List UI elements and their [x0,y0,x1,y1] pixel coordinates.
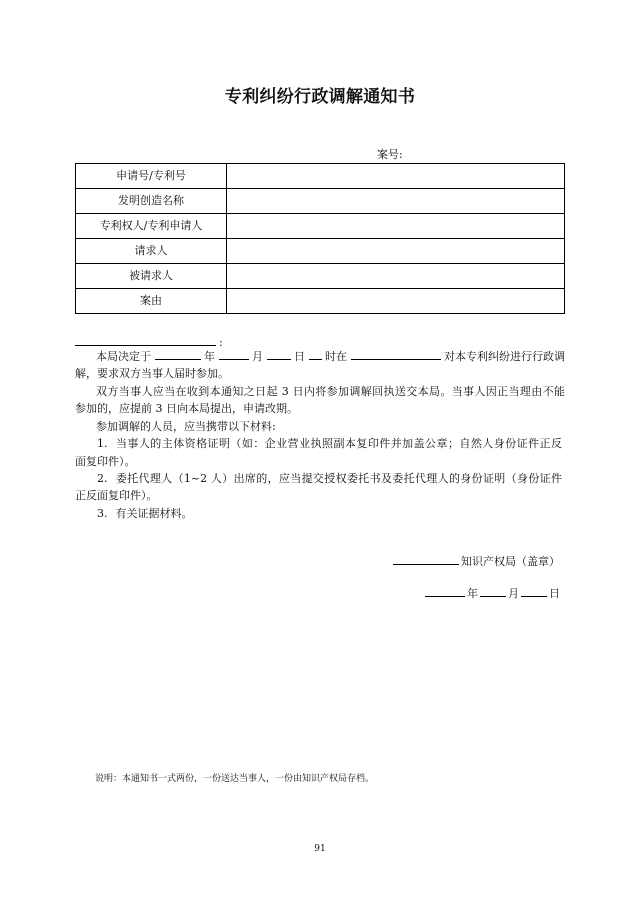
row-label-cause: 案由 [76,289,227,314]
row-value-requester [227,239,565,264]
material-item-1-continued: 面复印件）。 [75,455,136,468]
decision-day-blank [267,349,291,360]
row-label-application-number: 申请号/专利号 [76,164,227,189]
row-value-invention-name [227,189,565,214]
date-day-blank [521,586,547,597]
reply-text-b: 参加的，应提前 3 日向本局提出，申请改期。 [75,402,298,415]
office-seal-label: 知识产权局（盖章） [461,555,560,568]
row-label-patentee: 专利权人/专利申请人 [76,214,227,239]
office-name-blank [393,554,459,565]
decision-year-label: 年 [204,350,215,363]
material-item-3 [97,506,193,522]
addressee-blank [75,335,216,346]
table-row [76,289,565,314]
row-value-cause [227,289,565,314]
row-value-respondent [227,264,565,289]
decision-day-label: 日 [294,350,305,363]
footnote: 说明：本通知书一式两份，一份送达当事人，一份由知识产权局存档。 [95,774,375,784]
material-text: 当事人的主体资格证明（如：企业营业执照副本复印件并加盖公章；自然人身份证件正反 [115,437,562,450]
case-info-table [75,163,565,314]
date-day-label: 日 [549,587,560,600]
material-number: 3. [97,507,108,520]
page-number: 91 [314,844,326,854]
decision-hour-blank [309,349,322,360]
material-item-2-continued: 正反面复印件）。 [75,489,158,502]
reply-text-a: 双方当事人应当在收到本通知之日起 3 日内将参加调解回执送交本局。当事人因正当理由不能 [96,385,565,398]
decision-place-blank [351,349,441,360]
row-label-invention-name: 发明创造名称 [76,189,227,214]
row-value-patentee [227,214,565,239]
decision-month-blank [219,349,249,360]
material-number: 2. [97,472,108,485]
material-number: 1. [97,437,108,450]
material-text: 委托代理人（1~2 人）出席的，应当提交授权委托书及委托代理人的身份证明（身份证件 [115,472,562,485]
decision-month-label: 月 [252,350,263,363]
table-row [76,239,565,264]
decision-year-blank [155,349,201,360]
row-label-requester: 请求人 [76,239,227,264]
date-year-label: 年 [467,587,478,600]
table-row [76,189,565,214]
table-row [76,264,565,289]
material-item-1 [97,436,562,452]
date-month-blank [480,586,506,597]
materials-intro: 参加调解的人员，应当携带以下材料: [96,420,276,433]
material-text: 有关证据材料。 [115,507,193,520]
material-item-2 [97,471,562,487]
addressee-colon: : [219,336,223,349]
date-year-blank [425,586,465,597]
row-label-respondent: 被请求人 [76,264,227,289]
row-value-application-number [227,164,565,189]
decision-line [96,349,565,365]
decision-prefix: 本局决定于 [96,350,151,363]
case-number-label: 案号: [377,148,403,161]
decision-text-b: 解，要求双方当事人届时参加。 [75,367,229,380]
decision-text-a: 对本专利纠纷进行行政调 [444,350,565,363]
signature-line [393,554,560,570]
table-row [76,214,565,239]
document-title: 专利纠纷行政调解通知书 [224,87,416,107]
table-row [76,164,565,189]
date-month-label: 月 [508,587,519,600]
signature-date-line [425,586,560,602]
decision-hour-label: 时在 [325,350,347,363]
